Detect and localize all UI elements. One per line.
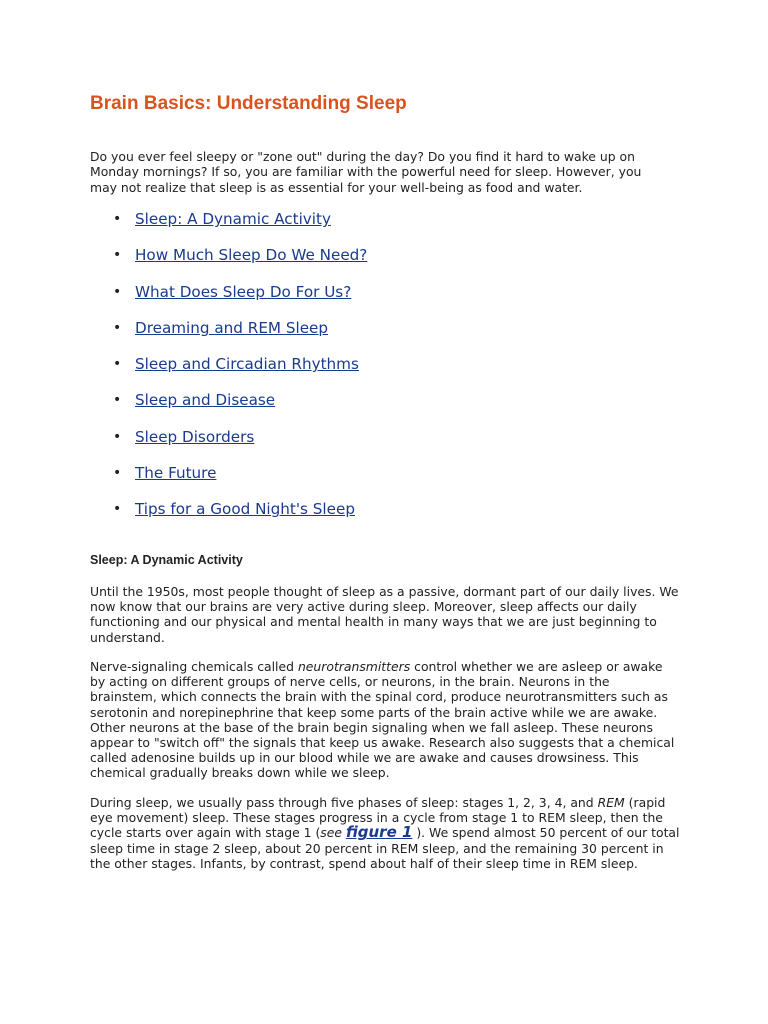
bullet-icon: • [113, 211, 122, 227]
paragraph-1950s: Until the 1950s, most people thought of sleep as a passive, dormant part of our daily lives. We now know that our brains are very active during sleep. Moreover, sleep affects our daily functioning and our physical and mental health in many ways that we are just beginning to understand. [90, 584, 679, 645]
paragraph-text: ). We spend almost 50 percent of our total sleep time in stage 2 sleep, about 20 percent in REM sleep, and the remaining 30 percent in the other stages. Infants, by contrast, spend about half of their sleep time in REM sleep. [90, 825, 680, 871]
bullet-icon: • [113, 356, 122, 373]
bullet-icon: • [113, 392, 122, 409]
list-item [90, 389, 367, 425]
intro-paragraph: Do you ever feel sleepy or "zone out" during the day? Do you find it hard to wake up on Monday mornings? If so, you are familiar with the powerful need for sleep. However, you may not realize that sleep is as essential for your well-being as food and water. [90, 149, 642, 195]
table-of-contents [90, 208, 367, 535]
section-heading: Sleep: A Dynamic Activity [90, 553, 243, 567]
paragraph-neurotransmitters [90, 659, 680, 781]
page-title: Brain Basics: Understanding Sleep [90, 93, 407, 114]
bullet-icon: • [113, 428, 122, 445]
list-item [90, 281, 367, 317]
emphasis-see: see [320, 825, 342, 841]
toc-link-good-night-tips[interactable]: Tips for a Good Night's Sleep [135, 500, 355, 519]
toc-link-how-much-sleep[interactable]: How Much Sleep Do We Need? [135, 246, 368, 265]
emphasis-neurotransmitters: neurotransmitters [297, 659, 411, 674]
paragraph-text: (rapid eye movement) sleep. These stages progress in a cycle from stage 1 to REM sleep, then the cycle starts over again with stage 1 ( [90, 795, 666, 841]
emphasis-rem: REM [597, 795, 625, 810]
list-item [90, 462, 367, 498]
bullet-icon: • [113, 501, 122, 518]
paragraph-text: During sleep, we usually pass through five phases of sleep: stages 1, 2, 3, 4, and [90, 795, 598, 810]
toc-link-what-sleep-does[interactable]: What Does Sleep Do For Us? [135, 282, 352, 301]
paragraph-text: Nerve-signaling chemicals called [90, 659, 298, 674]
list-item [90, 498, 367, 534]
list-item [90, 208, 367, 244]
bullet-icon: • [113, 247, 122, 264]
toc-link-circadian-rhythms[interactable]: Sleep and Circadian Rhythms [135, 355, 359, 374]
paragraph-sleep-stages [90, 795, 680, 871]
list-item [90, 353, 367, 389]
toc-link-sleep-disorders[interactable]: Sleep Disorders [135, 427, 255, 446]
list-item [90, 317, 367, 353]
bullet-icon: • [113, 465, 122, 482]
paragraph-text: control whether we are asleep or awake by acting on different groups of nerve cells, or neurons, in the brain. Neurons in the brainstem, which connects the brain with the spinal cord, produce neurotransmitters such as serotonin and norepinephrine that keep some parts of the brain active while we are awake. Other neurons at the base of the brain begin signaling when we fall asleep. These neurons appear to "switch off" the signals that keep us awake. Research also suggests that a chemical called adenosine builds up in our blood while we are awake and causes drowsiness. This chemical gradually breaks down while we sleep. [90, 659, 675, 781]
list-item [90, 426, 367, 462]
bullet-icon: • [113, 319, 122, 336]
toc-link-sleep-disease[interactable]: Sleep and Disease [135, 391, 276, 410]
bullet-icon: • [113, 283, 122, 300]
toc-link-the-future[interactable]: The Future [135, 464, 217, 483]
figure-1-link[interactable]: figure 1 [345, 823, 413, 842]
toc-link-dynamic-activity[interactable]: Sleep: A Dynamic Activity [135, 210, 331, 228]
toc-link-dreaming-rem[interactable]: Dreaming and REM Sleep [135, 318, 329, 337]
list-item [90, 244, 367, 280]
